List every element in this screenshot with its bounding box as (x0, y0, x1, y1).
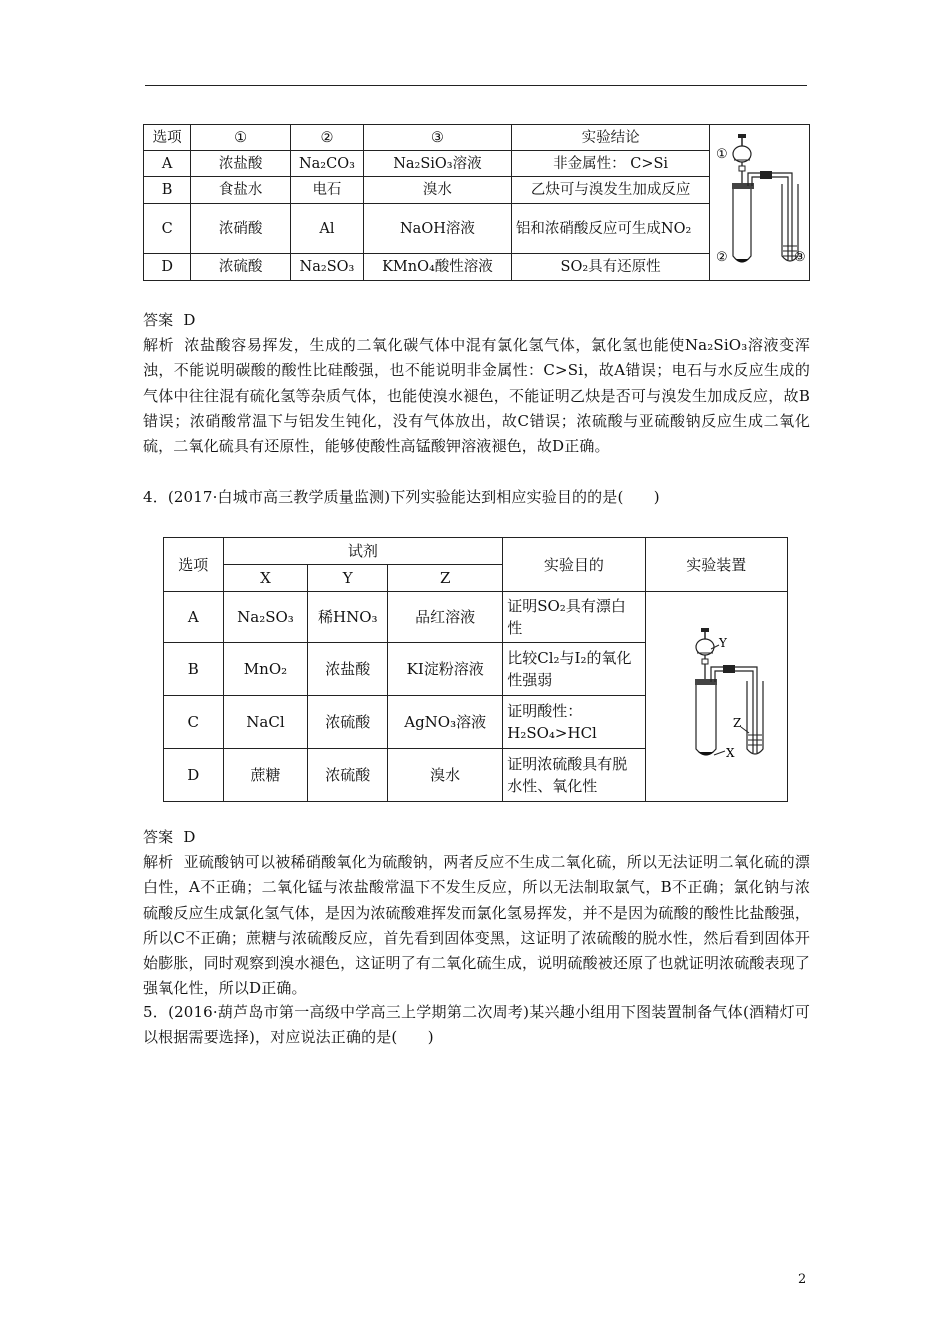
page-number: 2 (798, 1272, 807, 1287)
cell-goal: 证明SO₂具有漂白性 (503, 592, 645, 643)
table-row (144, 125, 810, 151)
analysis-text: 亚硫酸钠可以被稀硝酸氧化为硫酸钠，两者反应不生成二氧化硫，所以无法证明二氧化硫的漂白性，A不正确；二氧化锰与浓盐酸常温下不发生反应，所以无法制取氯气，B不正确；氯化钠与浓硫酸反应生成氯化氢气体，是因为浓硫酸难挥发而氯化氢易挥发，并不是因为硫酸的酸性比盐酸强，所以C不正确；蔗糖与浓硫酸反应，首先看到固体变黑，这证明了浓硫酸的脱水性，然后看到固体开始膨胀，同时观察到溴水褪色，这证明了有二氧化硫生成，说明硫酸被还原了也就证明浓硫酸表现了强氧化性，所以D正确。 (143, 853, 811, 998)
cell-conclusion: 乙炔可与溴发生加成反应 (511, 177, 709, 204)
cell-reagent-3: KMnO₄酸性溶液 (363, 254, 511, 281)
cell-option: D (144, 254, 191, 281)
cell-reagent-3: NaOH溶液 (363, 204, 511, 254)
table-header: 选项 (144, 125, 191, 151)
q4-table (163, 537, 788, 802)
table-row (164, 592, 788, 643)
label-z: Z (733, 715, 742, 730)
answer-value: D (183, 311, 196, 329)
cell-x: 蔗糖 (223, 749, 308, 802)
cell-reagent-1: 食盐水 (191, 177, 291, 204)
cell-reagent-1: 浓盐酸 (191, 151, 291, 177)
q4-answer (143, 825, 810, 850)
apparatus-diagram (714, 128, 806, 278)
table-header: Z (388, 565, 503, 592)
cell-option: C (164, 696, 224, 749)
cell-reagent-1: 浓硫酸 (191, 254, 291, 281)
table-header: 实验装置 (645, 538, 787, 592)
analysis-label: 解析 (143, 853, 174, 871)
table-header: 实验目的 (503, 538, 645, 592)
cell-goal: 比较Cl₂与I₂的氧化性强弱 (503, 643, 645, 696)
label-2: ② (715, 249, 728, 265)
q4-analysis (143, 850, 810, 1002)
table-header: 实验结论 (511, 125, 709, 151)
cell-conclusion: 铝和浓硝酸反应可生成NO₂ (511, 204, 709, 254)
cell-option: B (164, 643, 224, 696)
cell-reagent-2: Al (290, 204, 363, 254)
cell-y: 浓盐酸 (308, 643, 388, 696)
analysis-label: 解析 (143, 336, 175, 354)
analysis-text: 浓盐酸容易挥发，生成的二氧化碳气体中混有氯化氢气体，氯化氢也能使Na₂SiO₃溶液变浑浊，不能说明碳酸的酸性比硅酸强，也不能说明非金属性：C>Si，故A错误；电石与水反应生成的气体中往往混有硫化氢等杂质气体，也能使溴水褪色，不能证明乙炔是否可与溴发生加成反应，故B错误；浓硝酸常温下与铝发生钝化，没有气体放出，故C错误；浓硫酸与亚硫酸钠反应生成二氧化硫，二氧化硫具有还原性，能够使酸性高锰酸钾溶液褪色，故D正确。 (143, 336, 810, 456)
cell-goal: 证明浓硫酸具有脱水性、氧化性 (503, 749, 645, 802)
apparatus-cell (645, 592, 787, 802)
cell-reagent-2: Na₂CO₃ (290, 151, 363, 177)
cell-z: AgNO₃溶液 (388, 696, 503, 749)
cell-y: 稀HNO₃ (308, 592, 388, 643)
cell-x: NaCl (223, 696, 308, 749)
cell-y: 浓硫酸 (308, 696, 388, 749)
q3-analysis (143, 333, 810, 459)
cell-option: A (144, 151, 191, 177)
cell-option: D (164, 749, 224, 802)
table-header: ② (290, 125, 363, 151)
cell-y: 浓硫酸 (308, 749, 388, 802)
table-header: 选项 (164, 538, 224, 592)
cell-x: Na₂SO₃ (223, 592, 308, 643)
cell-conclusion: 非金属性： C>Si (511, 151, 709, 177)
cell-z: 溴水 (388, 749, 503, 802)
table-header: ① (191, 125, 291, 151)
label-3: ③ (793, 249, 806, 265)
apparatus-diagram (661, 627, 771, 767)
table-row (164, 538, 788, 565)
table-row (144, 254, 810, 281)
q3-answer (143, 308, 810, 333)
cell-goal: 证明酸性：H₂SO₄>HCl (503, 696, 645, 749)
label-y: Y (719, 635, 728, 650)
cell-reagent-3: Na₂SiO₃溶液 (363, 151, 511, 177)
q5-stem: 5．(2016·葫芦岛市第一高级中学高三上学期第二次周考)某兴趣小组用下图装置制备气体(酒精灯可以根据需要选择)，对应说法正确的是( ) (143, 1003, 810, 1047)
q4-stem: 4．(2017·白城市高三教学质量监测)下列实验能达到相应实验目的的是( ) (143, 488, 660, 506)
label-1: ① (715, 146, 728, 162)
cell-x: MnO₂ (223, 643, 308, 696)
answer-value: D (183, 828, 196, 846)
cell-reagent-2: 电石 (290, 177, 363, 204)
cell-reagent-1: 浓硝酸 (191, 204, 291, 254)
answer-label: 答案 (143, 311, 174, 329)
table-row (144, 151, 810, 177)
header-rule (145, 85, 807, 86)
cell-conclusion: SO₂具有还原性 (511, 254, 709, 281)
apparatus-cell (710, 125, 810, 281)
table-row (144, 177, 810, 204)
cell-reagent-3: 溴水 (363, 177, 511, 204)
table-header: 试剂 (223, 538, 503, 565)
cell-z: 品红溶液 (388, 592, 503, 643)
label-x: X (726, 745, 735, 760)
cell-z: KI淀粉溶液 (388, 643, 503, 696)
table-header: Y (308, 565, 388, 592)
cell-option: C (144, 204, 191, 254)
q3-table (143, 124, 810, 281)
table-header: ③ (363, 125, 511, 151)
cell-option: B (144, 177, 191, 204)
cell-reagent-2: Na₂SO₃ (290, 254, 363, 281)
cell-option: A (164, 592, 224, 643)
table-row (144, 204, 810, 254)
table-header: X (223, 565, 308, 592)
answer-label: 答案 (143, 828, 174, 846)
